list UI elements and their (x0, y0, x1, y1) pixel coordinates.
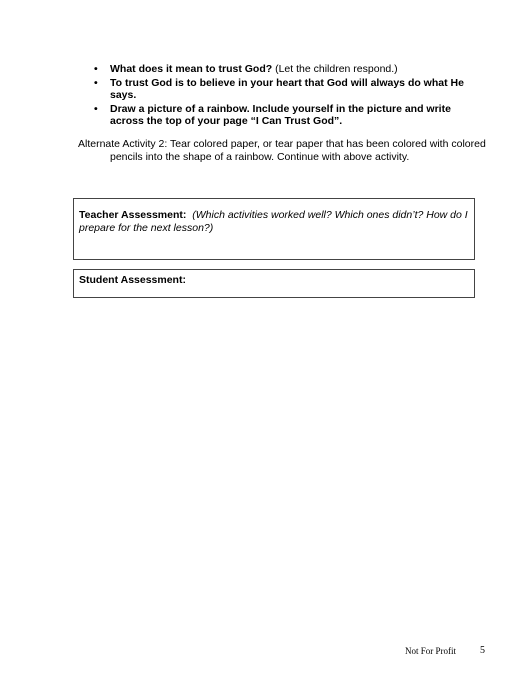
bullet-item (94, 77, 464, 102)
teacher-assessment-label: Teacher Assessment: (79, 209, 187, 221)
bullet-note: (Let the children respond.) (272, 63, 398, 75)
activity-bullet-list (94, 63, 464, 129)
page-number: 5 (480, 645, 485, 656)
alternate-activity-text: Alternate Activity 2: Tear colored paper, or tear paper that has been colored with colored pencils into the shape of a rainbow. Continue with above activity. (78, 138, 486, 163)
bullet-item (94, 103, 464, 128)
student-assessment-label: Student Assessment: (79, 274, 186, 286)
bullet-question: What does it mean to trust God? (110, 63, 273, 75)
footer-text: Not For Profit (405, 646, 457, 656)
teacher-assessment-question: (Which activities worked well? Which ones didn’t? How do I prepare for the next lesson?) (79, 209, 468, 234)
student-assessment-box (73, 269, 475, 298)
teacher-assessment-box (73, 198, 475, 260)
bullet-instruction: Draw a picture of a rainbow. Include yourself in the picture and write across the top of your page “I Can Trust God”. (110, 102, 451, 127)
bullet-item (94, 63, 464, 76)
bullet-statement: To trust God is to believe in your heart that God will always do what He says. (110, 76, 464, 101)
